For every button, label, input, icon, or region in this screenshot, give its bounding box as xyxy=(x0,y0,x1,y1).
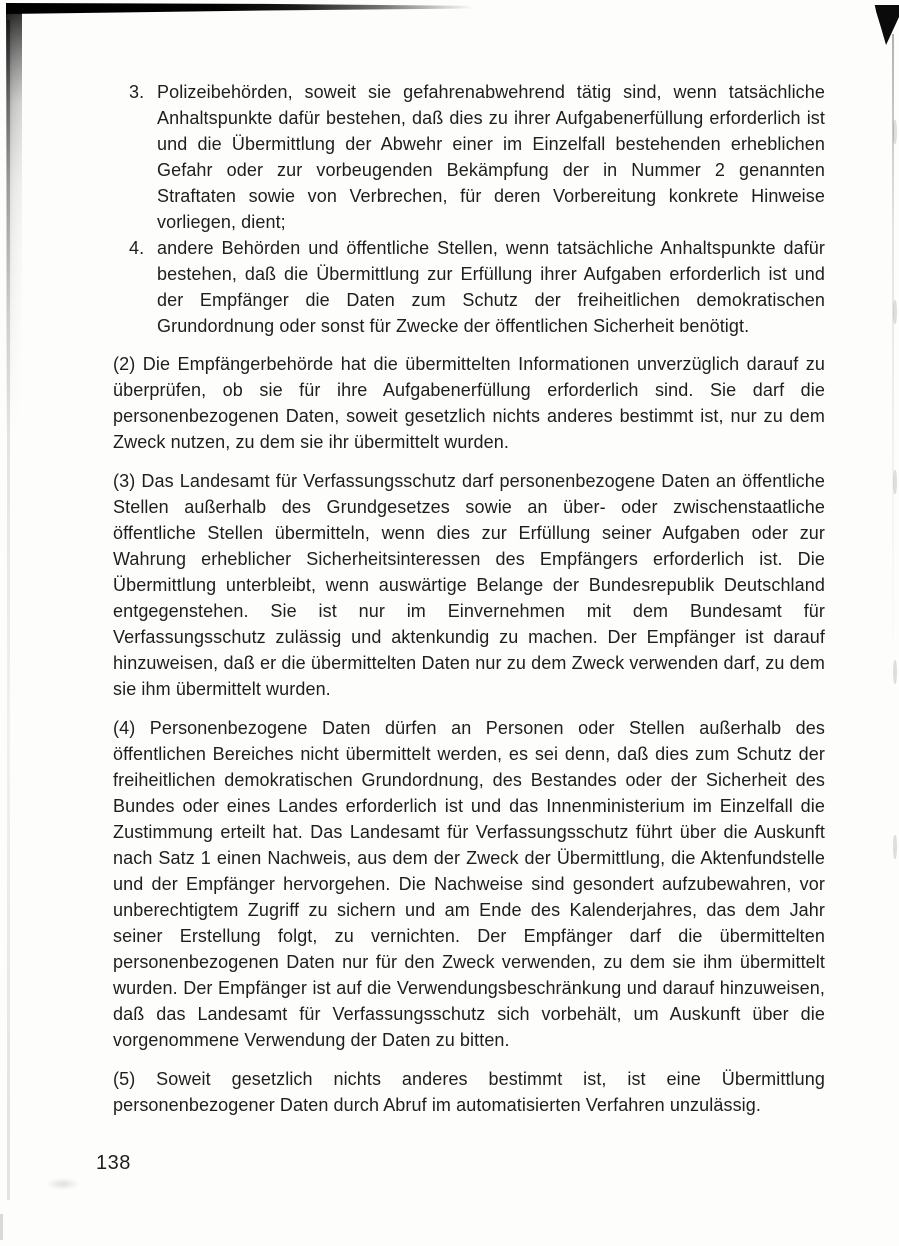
list-item-3-number: 3. xyxy=(129,82,145,102)
list-item-3 xyxy=(113,79,825,235)
scan-artifact-left-edge-line xyxy=(7,20,10,1200)
paragraph-2: (2) Die Empfängerbehörde hat die übermittelten Informationen unverzüglich darauf zu überprüfen, ob sie für ihre Aufgabenerfüllung erforderlich sind. Sie darf die personenbezogenen Daten, soweit gesetzlich nichts anderes bestimmt ist, nur zu dem Zweck nutzen, zu dem sie ihr übermittelt wurden. xyxy=(113,354,825,452)
scan-artifact-top-bar xyxy=(6,3,474,14)
paragraph-3: (3) Das Landesamt für Verfassungsschutz darf personenbezogene Daten an öffentliche Stellen außerhalb des Grundgesetzes sowie an über- oder zwischenstaatliche öffentliche Stellen übermitteln, wenn dies zur Erfüllung seiner Aufgaben oder zur Wahrung erheblicher Sicherheitsinteressen des Empfängers erforderlich ist. Die Übermittlung unterbleibt, wenn auswärtige Belange der Bundesrepublik Deutschland entgegenstehen. Sie ist nur im Einvernehmen mit dem Bundesamt für Verfassungsschutz zulässig und aktenkundig zu machen. Der Empfänger ist darauf hinzuweisen, daß er die übermittelten Daten nur zu dem Zweck verwenden darf, zu dem sie ihm übermittelt wurden. xyxy=(113,471,825,699)
scan-artifact-right-tick xyxy=(893,835,897,859)
scan-artifact-right-tick xyxy=(893,660,897,684)
page-number: 138 xyxy=(96,1152,131,1174)
text-block xyxy=(113,79,825,1118)
numbered-list xyxy=(113,79,825,339)
scan-artifact-bottom-left-mark xyxy=(0,1214,3,1240)
list-item-4-number: 4. xyxy=(129,238,145,258)
list-item-4-text: andere Behörden und öffentliche Stellen, wenn tatsächliche Anhaltspunkte dafür bestehen, daß die Übermittlung zur Erfüllung ihrer Aufgaben erforderlich ist und der Empfänger die Daten zum Schutz der freiheitlichen demokratischen Grundordnung oder sonst für Zwecke der öffentlichen Sicherheit benötigt. xyxy=(157,238,825,336)
paragraph-5: (5) Soweit gesetzlich nichts anderes bestimmt ist, ist eine Übermittlung personenbezogener Daten durch Abruf im automatisierten Verfahren unzulässig. xyxy=(113,1069,825,1115)
scan-artifact-right-edge-line xyxy=(892,34,894,674)
paragraph-4: (4) Personenbezogene Daten dürfen an Personen oder Stellen außerhalb des öffentlichen Bereiches nicht übermittelt werden, es sei denn, daß dies zum Schutz der freiheitlichen demokratischen Grundordnung, des Bestandes oder der Sicherheit des Bundes oder eines Landes erforderlich ist und das Innenministerium im Einzelfall die Zustimmung erteilt hat. Das Landesamt für Verfassungsschutz führt über die Auskunft nach Satz 1 einen Nachweis, aus dem der Zweck der Übermittlung, die Aktenfundstelle und der Empfänger hervorgehen. Die Nachweise sind gesondert aufzubewahren, vor unberechtigtem Zugriff zu sichern und am Ende des Kalenderjahres, das dem Jahr seiner Erstellung folgt, zu vernichten. Der Empfänger darf die übermittelten personenbezogenen Daten nur für den Zweck verwenden, zu dem sie ihm übermittelt wurden. Der Empfänger ist auf die Verwendungsbeschränkung und darauf hinzuweisen, daß das Landesamt für Verfassungsschutz sich vorbehält, um Auskunft über die vorgenommene Verwendung der Daten zu bitten. xyxy=(113,718,825,1050)
scan-artifact-right-tick xyxy=(893,300,897,324)
scan-artifact-corner-wedge xyxy=(872,5,899,45)
scan-artifact-right-tick xyxy=(893,470,897,494)
scan-artifact-left-streak xyxy=(6,9,22,439)
scan-artifact-right-tick xyxy=(893,120,897,144)
scan-artifact-bottom-smudge xyxy=(46,1178,80,1190)
list-item-4 xyxy=(113,235,825,339)
list-item-3-text: Polizeibehörden, soweit sie gefahrenabwehrend tätig sind, wenn tatsächliche Anhaltspunkte dafür bestehen, daß dies zu ihrer Aufgabenerfüllung erforderlich ist und die Übermittlung der Abwehr einer im Einzelfall bestehenden erheblichen Gefahr oder zur vorbeugenden Bekämpfung der in Nummer 2 genannten Straftaten sowie von Verbrechen, für deren Vorbereitung konkrete Hinweise vorliegen, dient; xyxy=(157,82,825,232)
